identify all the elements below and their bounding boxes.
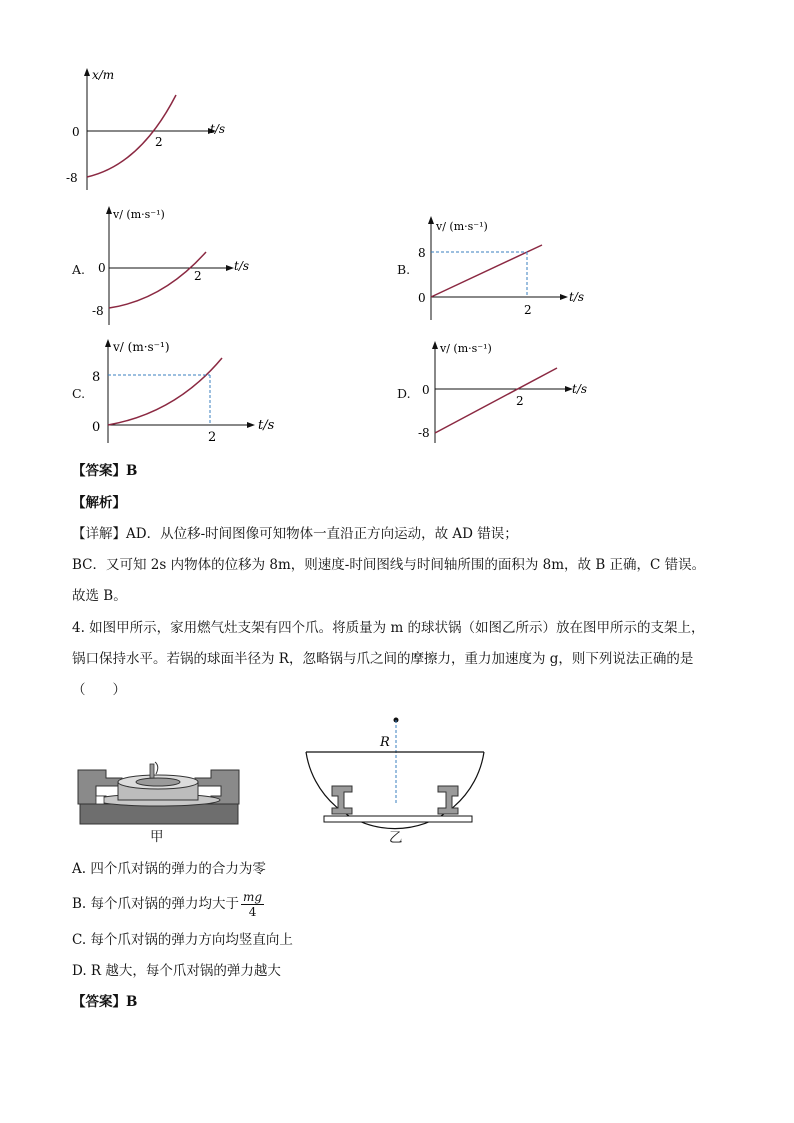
option-b-y-tick: 8 [418,246,426,260]
q3-analysis-heading: 【解析】 [72,495,126,511]
option-a-x-label: t/s [234,259,250,273]
figure-jia-caption: 甲 [150,829,164,845]
figure-yi-radius-label: R [380,735,390,750]
option-a-graph [88,200,263,330]
q4-option-b [72,889,264,919]
main-y-label: x/m [92,68,115,82]
option-b-label: B. [397,262,411,277]
option-b-y-label: v/ (m·s⁻¹) [436,220,488,233]
q4-option-c: C. 每个爪对锅的弹力方向均竖直向上 [72,932,293,948]
q3-detail: 【详解】AD．从位移-时间图像可知物体一直沿正方向运动，故 AD 错误； [72,526,518,542]
q4-answer: 【答案】B [72,994,138,1010]
option-d-label: D. [397,386,411,401]
option-b-x-tick: 2 [524,303,532,317]
option-a-zero: 0 [98,261,106,275]
q4-option-b-text: B. 每个爪对锅的弹力均大于 [72,896,240,912]
option-a-y-tick: -8 [92,304,104,318]
figure-yi-wok [300,712,490,832]
option-b-zero: 0 [418,291,426,305]
main-zero: 0 [72,125,80,139]
option-b-graph [412,210,592,325]
main-y-tick: -8 [66,171,78,185]
q3-conclusion: 故选 B。 [72,588,127,604]
main-x-tick: 2 [155,135,163,149]
option-c-zero: 0 [92,420,101,435]
q4-option-a: A. 四个爪对锅的弹力的合力为零 [72,861,266,877]
q4-option-b-fraction [241,890,264,919]
figure-yi-caption: 乙 [389,830,403,846]
option-c-label: C. [72,386,86,401]
option-a-label: A. [72,262,86,277]
option-c-y-tick: 8 [92,370,101,385]
q3-bc: BC．又可知 2s 内物体的位移为 8m，则速度-时间图线与时间轴所围的面积为 8m，故 B 正确，C 错误。 [72,557,706,573]
option-d-y-label: v/ (m·s⁻¹) [440,342,492,355]
option-c-y-label: v/ (m·s⁻¹) [113,340,170,354]
option-a-x-tick: 2 [194,269,202,283]
main-x-label: t/s [210,122,226,136]
q4-stem-line1: 4. 如图甲所示，家用燃气灶支架有四个爪。将质量为 m 的球状锅（如图乙所示）放在图甲所示的支架上， [72,620,705,636]
q4-option-b-numerator: mg [243,890,263,904]
option-d-graph [412,335,602,447]
option-d-x-label: t/s [572,382,588,396]
option-c-graph [86,333,286,448]
option-b-x-label: t/s [569,290,585,304]
q4-option-b-denominator: 4 [248,905,257,919]
main-xt-graph [60,65,240,195]
option-c-x-tick: 2 [208,430,217,445]
option-d-y-tick: -8 [418,426,430,440]
option-c-x-label: t/s [258,418,275,433]
q4-option-d: D. R 越大，每个爪对锅的弹力越大 [72,963,281,979]
option-d-zero: 0 [422,383,430,397]
q4-stem-line3: （ ） [72,682,126,698]
q4-stem-line2: 锅口保持水平。若锅的球面半径为 R，忽略锅与爪之间的摩擦力，重力加速度为 g，则下列说法正确的是 [72,651,694,667]
option-d-x-tick: 2 [516,394,524,408]
option-a-y-label: v/ (m·s⁻¹) [113,208,165,221]
q3-answer: 【答案】B [72,463,138,479]
